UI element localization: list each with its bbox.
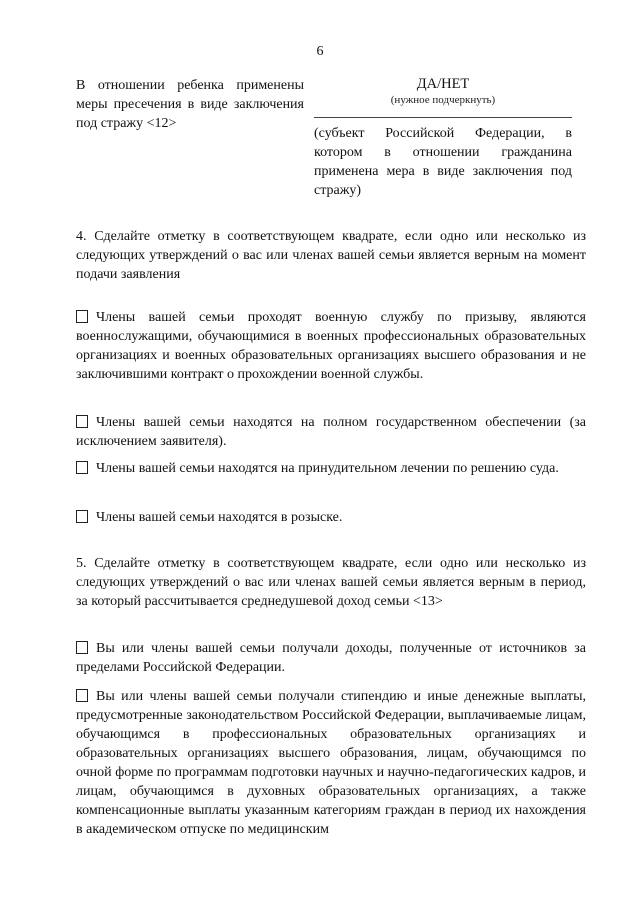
subject-caption: (субъект Российской Федерации, в котором в отношении гражданина применена мера в виде заключения под стражу) xyxy=(314,126,572,198)
page-number: 6 xyxy=(316,44,324,59)
section-4-heading: 4. Сделайте отметку в соответствующем квадрате, если одно или несколько из следующих утверждений о вас или членах вашей семьи является верным на момент подачи заявления xyxy=(76,229,586,282)
subject-entry-line[interactable] xyxy=(314,117,572,118)
section-4-item xyxy=(76,508,586,527)
yes-no-answer[interactable]: ДА/НЕТ xyxy=(416,76,470,92)
section-5-item xyxy=(76,639,586,677)
section-5-heading: 5. Сделайте отметку в соответствующем квадрате, если одно или несколько из следующих утверждений о вас или членах вашей семьи является верным в период, за который рассчитывается среднедушевой доход семьи <13> xyxy=(76,556,586,609)
item-text: Вы или члены вашей семьи получали стипендию и иные денежные выплаты, предусмотренные законодательством Российской Федерации, выплачиваемые лицам, обучающимся в профессиональных образовательных организациях и образовательных организациях высшего образования, лицам, обучающимся по очной форме по программам подготовки научных и научно-педагогических кадров, и лицам, обучающимся в духовных образовательных организациях, а также компенсационные выплаты указанным категориям граждан в период их нахождения в академическом отпуске по медицинским xyxy=(76,689,586,837)
item-text: Члены вашей семьи находятся на принудительном лечении по решению суда. xyxy=(96,461,559,476)
checkbox[interactable] xyxy=(76,689,88,702)
section-4-item xyxy=(76,413,586,451)
underline-hint: (нужное подчеркнуть) xyxy=(390,94,496,106)
section-5-item xyxy=(76,687,586,839)
checkbox[interactable] xyxy=(76,415,88,428)
section-4-item xyxy=(76,308,586,384)
section-4-item xyxy=(76,459,586,478)
item-text: Вы или члены вашей семьи получали доходы, полученные от источников за пределами Российской Федерации. xyxy=(76,641,586,675)
checkbox[interactable] xyxy=(76,510,88,523)
checkbox[interactable] xyxy=(76,461,88,474)
checkbox[interactable] xyxy=(76,641,88,654)
checkbox[interactable] xyxy=(76,310,88,323)
item-text: Члены вашей семьи проходят военную службу по призыву, являются военнослужащими, обучающимися в военных профессиональных образовательных организациях и военных образовательных организациях высшего образования и не заключившими контракт о прохождении военной службы. xyxy=(76,310,586,382)
item-text: Члены вашей семьи находятся в розыске. xyxy=(96,510,343,525)
item-text: Члены вашей семьи находятся на полном государственном обеспечении (за исключением заявителя). xyxy=(76,415,586,449)
custody-answer-block xyxy=(314,76,572,198)
custody-question: В отношении ребенка применены меры пресечения в виде заключения под стражу <12> xyxy=(76,78,304,131)
